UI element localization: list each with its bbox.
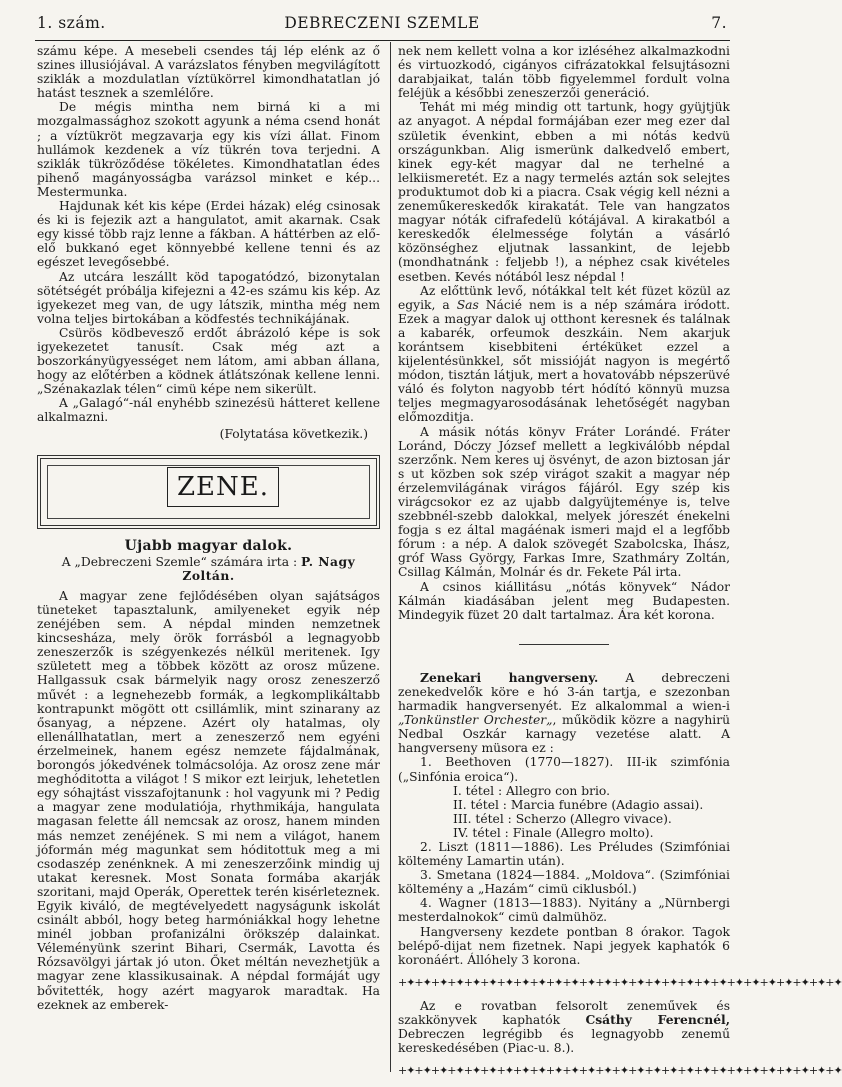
column-divider: [390, 42, 391, 1072]
article-title: Ujabb magyar dalok.: [124, 537, 293, 554]
program-item: 2. Liszt (1811—1886). Les Préludes (Szimfóniai költemény Lamartin után).: [398, 839, 730, 869]
concert-title: Zenekari hangverseny.: [420, 669, 599, 685]
movement-list: [398, 784, 730, 840]
movement: IV. tétel : Finale (Allegro molto).: [453, 825, 654, 840]
left-column: [37, 44, 380, 1012]
paragraph: A csinos kiállitásu „nótás könyvek“ Nádor Kálmán kiadásában jelent meg Budapesten. Mindegyik füzet 20 dalt tartalmaz. Ára két korona.: [398, 579, 730, 622]
byline-author: P. Nagy Zoltán.: [182, 553, 356, 583]
concert-notice: [398, 671, 730, 756]
sas-prefix: Az előttünk levő, nótákkal telt két füzet közül az egyik, a: [398, 283, 730, 312]
paragraph: A másik nótás könyv Fráter Lorándé. Fráter Loránd, Dóczy József mellett a legkiválóbb népdal szerzőnk. Nem keres uj ösvényt, de azon biztosan jár s ut közben sok szép virágot szakit a magyar nép érzelemvilágának virágos fájáról. Egy szép kis virágcsokor ez az ujabb dalgyüjteménye is, telve szebbnél-szebb dalokkal, melyek jóreszét énekelni fogja s ez által magáénak ismeri majd el a legfőbb fórum : a nép. A dalok szövegét Szabolcska, Ihász, gróf Wass György, Farkas Imre, Szathmáry Zoltán, Csillag Kálmán, Molnár és dr. Fekete Pál irta.: [398, 424, 730, 580]
paragraph: A magyar zene fejlődésében olyan sajátságos tüneteket tapasztalunk, amilyeneket egyik nép zenéjében sem. A népdal minden nemzetnek kincsesháza, mely örök forrásból a legnagyobb zeneszerzők is szégyenkezés nélkül meritenek. Igy született meg a többek között az orosz műzene. Hallgassuk csak bármelyik nagy orosz zeneszerző művét : a legnehezebb formák, a legkomplikáltabb kontrapunkt mögött ott csillámlik, mint szinarany az ősanyag, a népzene. Azért oly hatalmas, oly ellenállhatatlan, mert a zeneszerző nem egyéni érzelmeinek, hanem egész nemzete fájdalmának, borongós jókedvének tolmácsolója. Az orosz zene már meghóditotta a világot ! S mikor ezt leirjuk, lehetetlen egy sóhajtást visszafojtanunk : hol vagyunk mi ? Pedig a magyar zene modulatiója, rhythmikája, hangulata magasan felette áll nemcsak az orosz, hanem minden más nemzet zenéjének. S mi nem a világot, hanem jóformán még magunkat sem hóditottuk meg a mi csodaszép zenénknek. A mi zeneszerzőink mindig uj utakat keresnek. Most Sonata formába akarják szoritani, majd Operák, Operettek terén kisérleteznek. Egyik kiváló, de megtévelyedett nagyságunk iskolát csinált abból, hogy beteg harmóniákkal hogy lehetne minél jobban profanizálni örökszép dalainkat. Véleményünk szerint Bihari, Csermák, Lavotta és Rózsavölgyi jártak jó uton. Őket méltán nevezhetjük a magyar zene klassikusainak. A népdal formáját ugy bővitették, hogy azért magyarok maradtak. Ha ezeknek az emberek-: [37, 588, 380, 1012]
header-rule: [35, 40, 730, 41]
page-number: 7.: [711, 14, 727, 32]
section-title: ZENE.: [167, 467, 279, 507]
advert: [398, 999, 730, 1055]
sas-rest: Nácié nem is a nép számára iródott. Ezek a magyar dalok uj otthont keresnek és találnak a kabarék, orfeumok deszkáin. Nem akarjuk korántsem kisebbiteni értéküket ezzel a kijelentésünkkel, sőt missióját nagyon is megértő módon, tisztán látjuk, mert a hovatovább népszerüvé váló és folyton nagyobb tért hódító könnyü muzsa teljes megmagyarosodásának lehetőségét nagyban előmozditja.: [398, 297, 731, 425]
shop-name: Csáthy Ferencnél,: [585, 1011, 730, 1027]
program-item: 1. Beethoven (1770—1827). III-ik szimfónia („Sinfónia eroica“).: [398, 755, 730, 784]
concert-pre: A debreczeni zenekedvelők köre e hó 3-án tartja, e szezonban harmadik hangversenyét. Ez alkalommal a wien-i: [398, 670, 730, 714]
advert-post: Debreczen legrégibb és legnagyobb zenemű kereskedésében (Piac-u. 8.).: [398, 1027, 730, 1056]
paragraph: Az utcára leszállt köd tapogatódzó, bizonytalan sötétségét próbálja kifejezni a 42-es számu kis kép. Az igyekezet meg van, de ugy látszik, mintha még nem volna teljes birtokában a ködfestés technikájának.: [37, 269, 380, 326]
paragraph: [398, 284, 730, 425]
right-column: [398, 44, 842, 1087]
advert-pre: Az e rovatban felsorolt zeneművek és szakkönyvek kaphatók: [398, 998, 730, 1027]
paragraph: Tehát mi még mindig ott tartunk, hogy gyüjtjük az anyagot. A népdal formájában ezer meg ezer dal születik évenkint, ebben a mi nótás kedvü országunkban. Alig ismerünk dalkedvelő embert, kinek egy-két magyar dal ne terhelné a lelkiismeretét. Ez a nagy termelés aztán sok selejtes produktumot dob ki a piacra. Csak végig kell nézni a zeneműkereskedők kirakatát. Tele van hangzatos magyar nóták cifrafedelü kótájával. A kirakatból a kereskedők élelmessége folytán a vásárló közönséghez eljutnak lassankint, de lejebb (mondhatnánk : feljebb !), a néphez csak kivételes esetben. Kevés nótából lesz népdal !: [398, 100, 730, 284]
paragraph: Hajdunak két kis képe (Erdei házak) elég csinosak és ki is fejezik azt a hangulatot, amit akarnak. Csak egy kissé több rajz lenne a fákban. A háttérben az elő-elő bukkanó eget könnyebbé kellene tenni és az egészet levegősebbé.: [37, 199, 380, 270]
section-banner: [37, 455, 380, 529]
sas-title: Sas: [456, 297, 479, 312]
journal-title: DEBRECZENI SZEMLE: [284, 14, 480, 32]
paragraph: nek nem kellett volna a kor izléséhez alkalmazkodni és virtuozkodó, cigányos cifrázatokkal felsujtásozni darabjaikat, talán több figyelemmel fordult volna feléjük a későbbi zeneszerzői generáció.: [398, 44, 730, 101]
concert-post: , működik közre a nagyhirü Nedbal Oszkár karnagy vezetése alatt. A hangverseny müsora ez :: [398, 713, 730, 756]
byline: [37, 555, 380, 583]
ornament-row: +✦+✦+✦+✦+✦+✦+✦+✦+✦+✦+✦+✦+✦+✦+✦+✦+✦+✦+✦+✦+✦+✦+✦+✦+✦+✦+✦: [398, 975, 842, 989]
movement: I. tétel : Allegro con brio.: [453, 783, 610, 798]
paragraph: Csürös ködbevesző erdőt ábrázoló képe is sok igyekezetet tanusít. Csak még azt a boszorkányügyességet nem látom, ami abban állana, hogy az előtérben a ködnek átlátszónak kellene lenni. „Szénakazlak télen“ cimü képe nem sikerült.: [37, 325, 380, 397]
page-header: [37, 14, 727, 38]
issue-number: 1. szám.: [37, 14, 106, 32]
program-item: 4. Wagner (1813—1883). Nyitány a „Nürnbergi mesterdalnokok“ cimü dalmühöz.: [398, 896, 730, 925]
movement: II. tétel : Marcia funébre (Adagio assai).: [453, 797, 704, 812]
ornament-row: +✦+✦+✦+✦+✦+✦+✦+✦+✦+✦+✦+✦+✦+✦+✦+✦+✦+✦+✦+✦+✦+✦+✦+✦+✦+✦+✦: [398, 1064, 842, 1078]
paragraph: De mégis mintha nem birná ki a mi mozgalmassághoz szokott agyunk a néma csend honát ; a víztükröt megzavarja egy kis vízi állat. Finom hullámok kezdenek a víz tükrén tova terjedni. A sziklák tükröződése tökéletes. Kimondhatatlan édes pihenő magányosságba varázsol minket e kép... Mestermunka.: [37, 100, 380, 199]
continued-note: (Folytatása következik.): [219, 426, 368, 441]
program-item: 3. Smetana (1824—1884. „Moldova“. (Szimfóniai költemény a „Hazám“ cimü ciklusból.): [398, 868, 730, 897]
byline-prefix: A „Debreczeni Szemle“ számára irta :: [61, 554, 298, 569]
movement: III. tétel : Scherzo (Allegro vivace).: [453, 811, 672, 826]
section-divider: [519, 644, 609, 645]
paragraph: A „Galagó“-nál enyhébb szinezésü hátteret kellene alkalmazni.: [37, 396, 380, 425]
orchestra-name: „Tonkünstler Orchester„: [398, 713, 553, 728]
paragraph: számu képe. A mesebeli csendes táj lép elénk az ő szines illusiójával. A varázslatos fényben megvilágított sziklák a mozdulatlan víztükörrel kimondhatatlan jó hatást tesznek a szemlélőre.: [37, 44, 380, 101]
ticket-info: Hangverseny kezdete pontban 8 órakor. Tagok belépő-dijat nem fizetnek. Napi jegyek kaphatók 6 koronáért. Állóhely 3 korona.: [398, 924, 730, 967]
